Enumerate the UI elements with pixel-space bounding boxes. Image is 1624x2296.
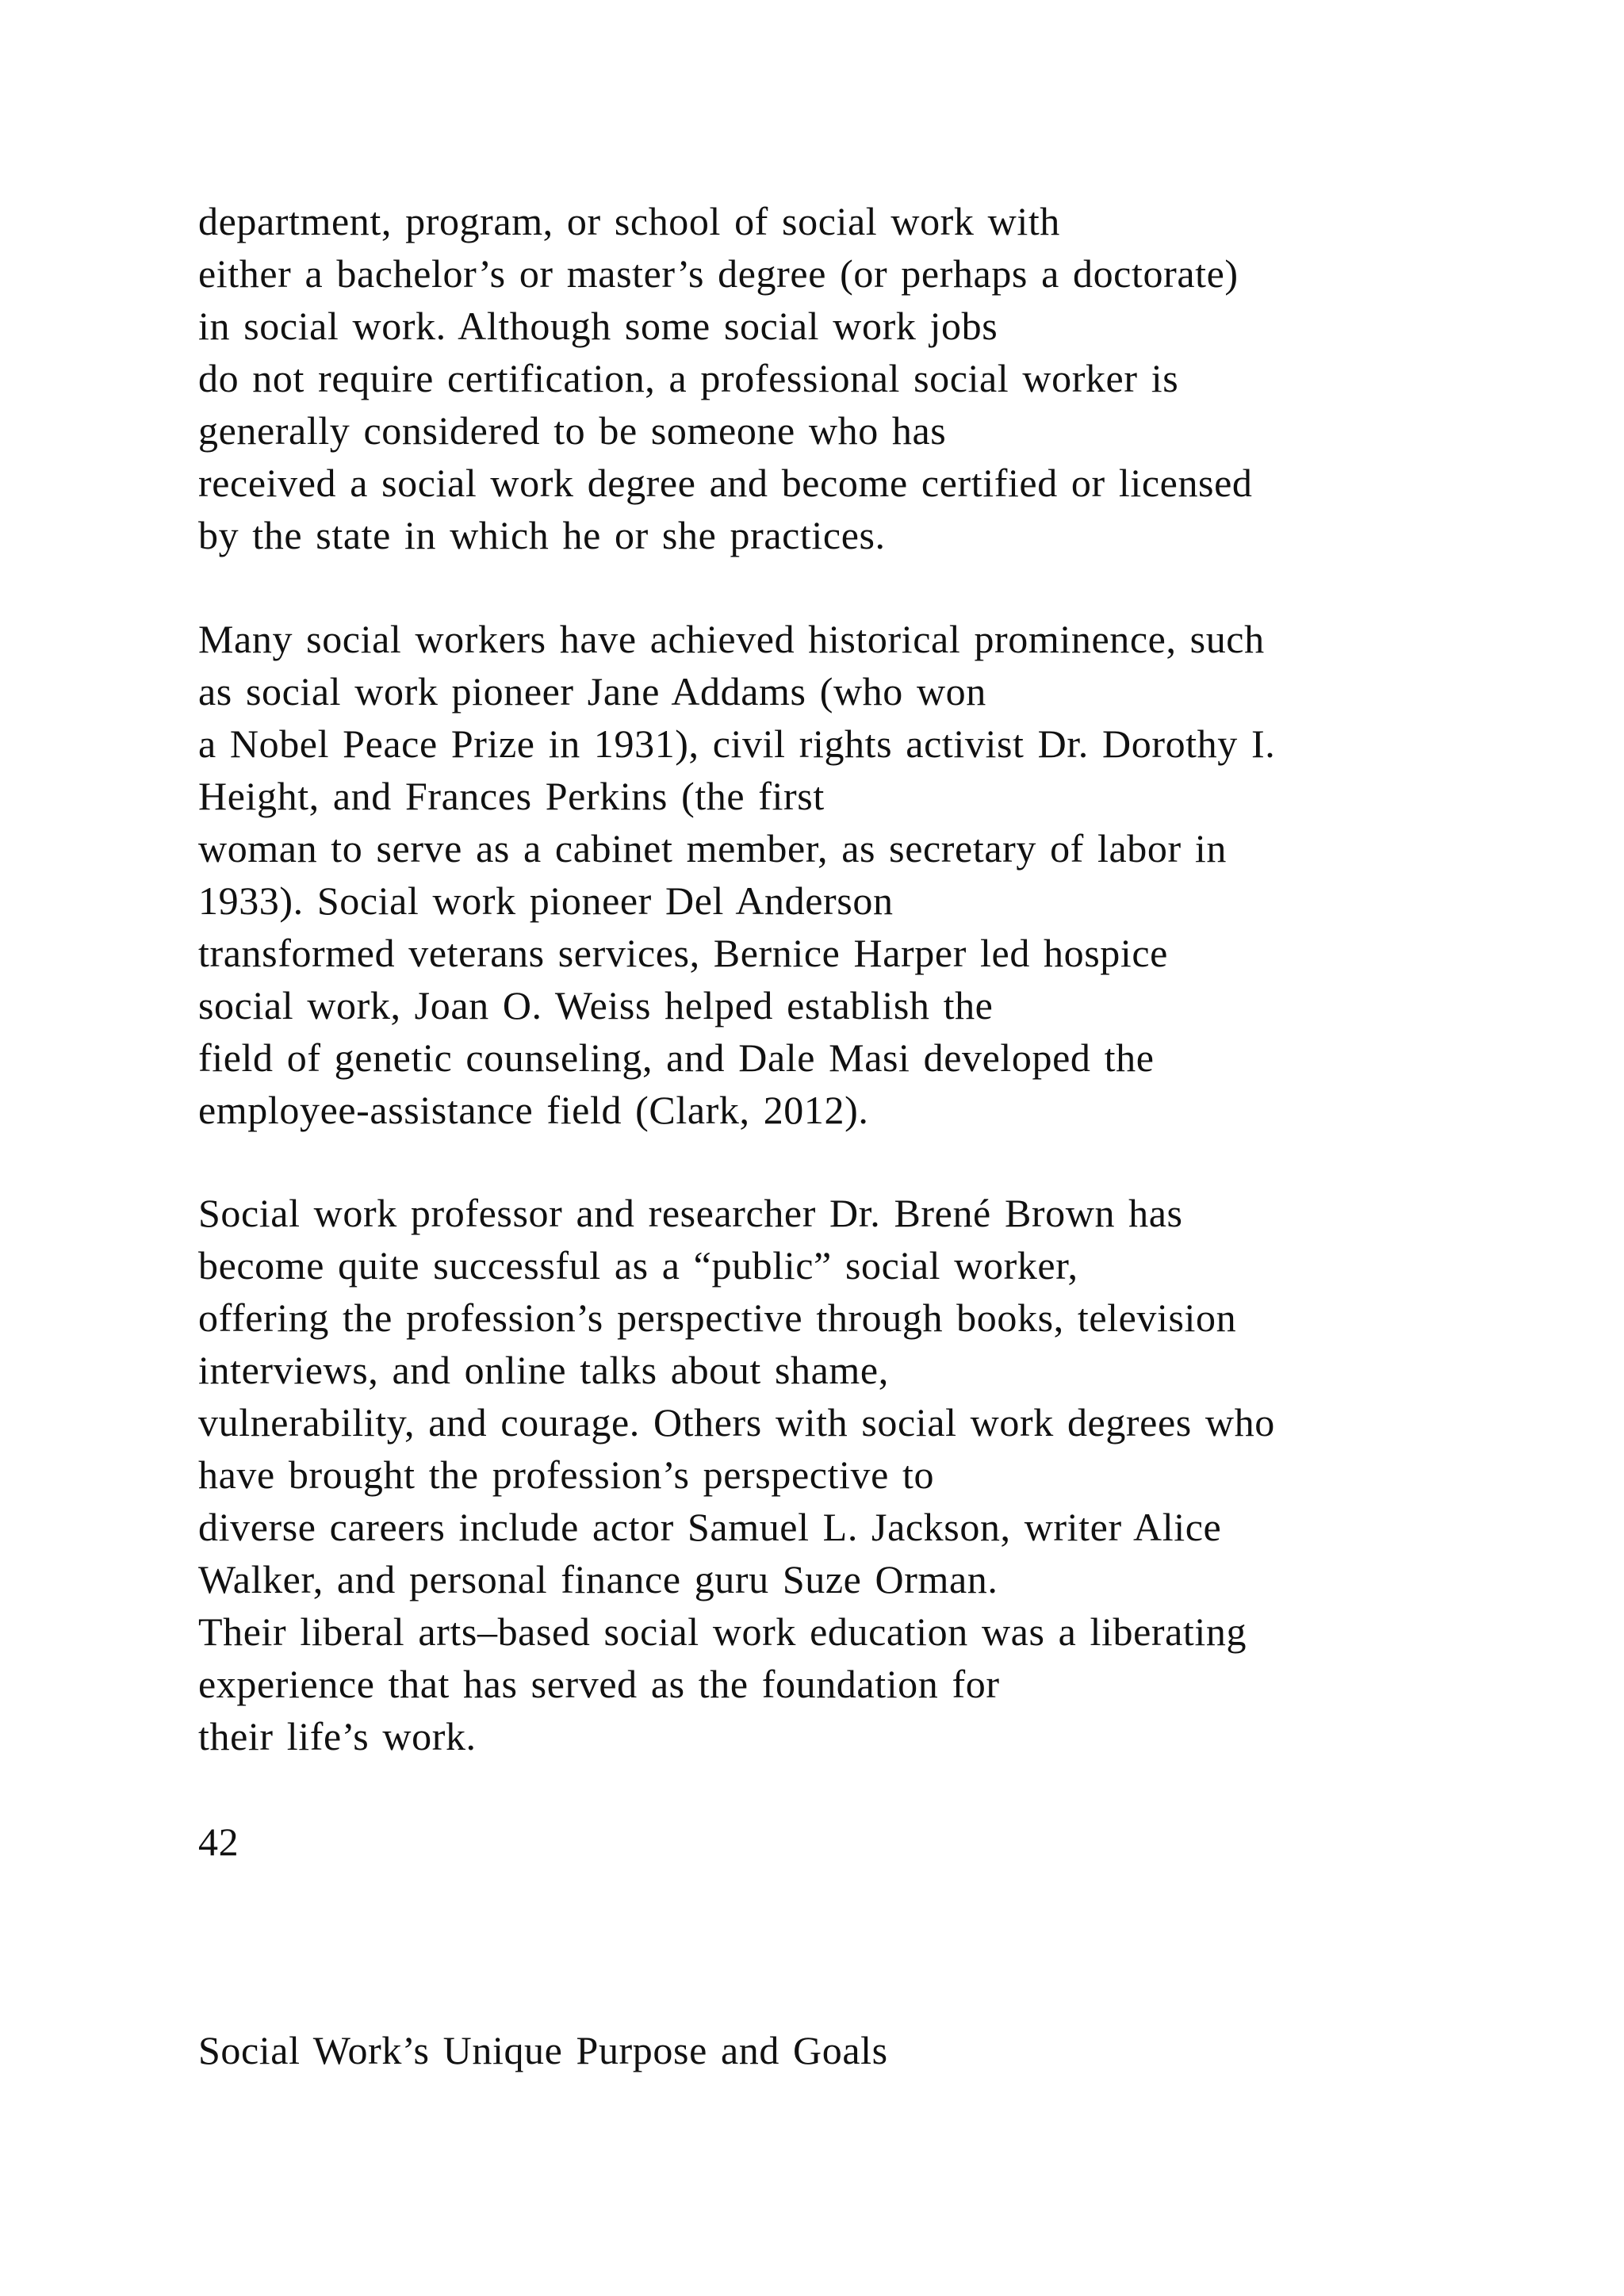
body-paragraph-1: [198, 195, 1546, 561]
text-line: vulnerability, and courage. Others with social work degrees who: [198, 1400, 1275, 1445]
body-paragraph-2: [198, 613, 1546, 1136]
text-line: either a bachelor’s or master’s degree (or perhaps a doctorate): [198, 251, 1239, 296]
text-line: department, program, or school of social work with: [198, 199, 1060, 243]
text-line: woman to serve as a cabinet member, as secretary of labor in: [198, 826, 1227, 871]
text-line: a Nobel Peace Prize in 1931), civil rights activist Dr. Dorothy I.: [198, 721, 1276, 766]
text-line: social work, Joan O. Weiss helped establish the: [198, 983, 994, 1027]
text-line: by the state in which he or she practices.: [198, 513, 886, 557]
text-line: experience that has served as the foundation for: [198, 1662, 1000, 1706]
text-line: offering the profession’s perspective through books, television: [198, 1295, 1237, 1340]
text-line: field of genetic counseling, and Dale Masi developed the: [198, 1035, 1155, 1080]
text-line: generally considered to be someone who has: [198, 408, 947, 453]
text-line: Social work professor and researcher Dr. Brené Brown has: [198, 1191, 1183, 1235]
text-line: received a social work degree and become certified or licensed: [198, 461, 1253, 505]
text-line: have brought the profession’s perspective to: [198, 1452, 935, 1497]
text-line: diverse careers include actor Samuel L. Jackson, writer Alice: [198, 1505, 1222, 1549]
text-line: in social work. Although some social work jobs: [198, 304, 998, 348]
text-line: transformed veterans services, Bernice Harper led hospice: [198, 931, 1168, 975]
body-paragraph-3: [198, 1187, 1546, 1762]
text-line: employee-assistance field (Clark, 2012).: [198, 1088, 869, 1132]
text-line: interviews, and online talks about shame,: [198, 1348, 889, 1392]
text-line: their life’s work.: [198, 1714, 477, 1758]
text-line: Many social workers have achieved historical prominence, such: [198, 617, 1265, 661]
text-line: Height, and Frances Perkins (the first: [198, 774, 825, 818]
running-footer: Social Work’s Unique Purpose and Goals: [198, 2028, 888, 2072]
page-number: 42: [198, 1820, 239, 1864]
text-line: Walker, and personal finance guru Suze Orman.: [198, 1557, 998, 1601]
text-line: Their liberal arts–based social work education was a liberating: [198, 1609, 1247, 1654]
text-line: become quite successful as a “public” social worker,: [198, 1243, 1078, 1288]
text-line: 1933). Social work pioneer Del Anderson: [198, 878, 894, 923]
text-line: do not require certification, a professional social worker is: [198, 356, 1179, 400]
text-line: as social work pioneer Jane Addams (who won: [198, 669, 986, 714]
